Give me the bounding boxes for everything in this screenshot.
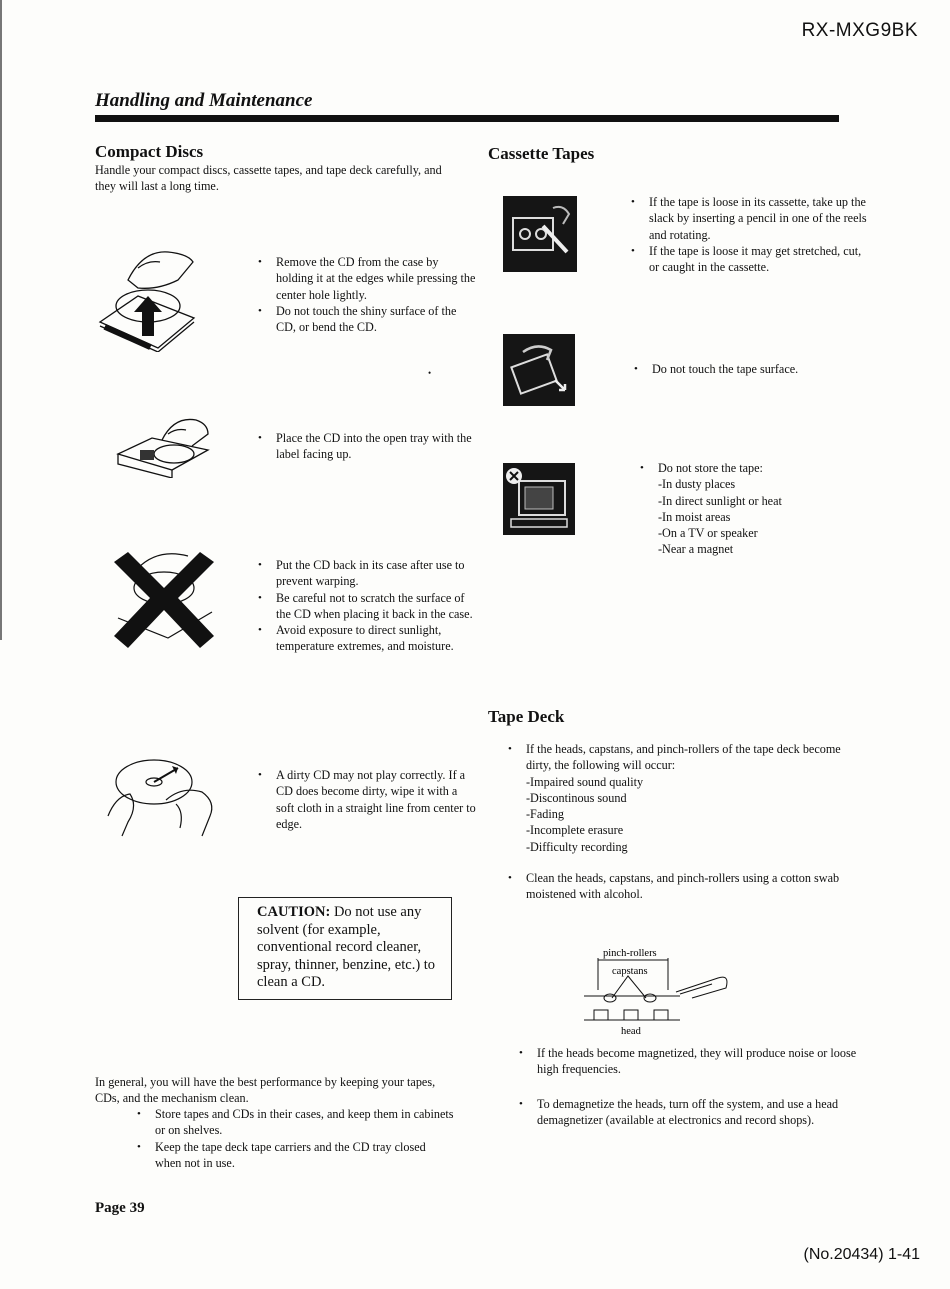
cassette-tapes-heading: Cassette Tapes bbox=[488, 144, 595, 163]
list-item: • Do not touch the tape surface. bbox=[652, 361, 852, 377]
list-item: • Put the CD back in its case after use to prevent warping. bbox=[276, 557, 476, 590]
compact-discs-intro: Handle your compact discs, cassette tapes, and tape deck carefully, and they will last a long time. bbox=[95, 163, 442, 194]
tape-deck-list-3 bbox=[519, 1045, 857, 1078]
tape-deck-list-1 bbox=[508, 741, 846, 855]
section-title: Handling and Maintenance bbox=[95, 90, 313, 111]
tape-deck-list-2 bbox=[508, 870, 846, 903]
general-intro: In general, you will have the best performance by keeping your tapes, CDs, and the mechanism clean. bbox=[95, 1075, 436, 1106]
list-item: • If the tape is loose in its cassette, take up the slack by inserting a pencil in one of the reels and rotating. bbox=[649, 194, 869, 243]
cassette-group3-list bbox=[640, 460, 858, 558]
tape-deck-list-4 bbox=[519, 1096, 857, 1129]
list-item: • Do not touch the shiny surface of the CD, or bend the CD. bbox=[276, 303, 476, 336]
scan-margin-line bbox=[0, 0, 2, 640]
storage-conditions: -In dusty places -In direct sunlight or heat -In moist areas -On a TV or speaker -Near a magnet bbox=[658, 477, 782, 557]
pinch-rollers-label: pinch-rollers bbox=[603, 948, 657, 959]
storage-warning: Do not store the tape: bbox=[658, 461, 763, 475]
list-item: • Avoid exposure to direct sunlight, temperature extremes, and moisture. bbox=[276, 622, 476, 655]
list-item: • Place the CD into the open tray with the label facing up. bbox=[276, 430, 476, 463]
cassette-pencil-image bbox=[503, 196, 577, 272]
caution-text: Do not use any solvent (for example, conventional record cleaner, spray, thinner, benzine, etc.) to clean a CD. bbox=[257, 904, 436, 990]
tape-storage-image bbox=[503, 463, 575, 535]
compact-discs-heading: Compact Discs bbox=[95, 142, 204, 161]
general-list bbox=[137, 1106, 455, 1171]
page-number: Page 39 bbox=[95, 1200, 145, 1216]
cd-tray-illustration bbox=[112, 410, 212, 478]
list-item: • Keep the tape deck tape carriers and the CD tray closed when not in use. bbox=[155, 1139, 455, 1172]
list-item: • To demagnetize the heads, turn off the system, and use a head demagnetizer (available at electronics and record shops). bbox=[537, 1096, 857, 1129]
tape-touch-image bbox=[503, 334, 575, 406]
caution-label: CAUTION: bbox=[257, 904, 331, 920]
cassette-group2-list bbox=[634, 361, 852, 377]
list-item: • Clean the heads, capstans, and pinch-rollers using a cotton swab moistened with alcohol. bbox=[526, 870, 846, 903]
cd-group4-list bbox=[258, 767, 476, 832]
list-item: • Remove the CD from the case by holding it at the edges while pressing the center hole lightly. bbox=[276, 254, 476, 303]
cassette-group1-list bbox=[631, 194, 869, 275]
document-number: (No.20434) 1-41 bbox=[803, 1246, 920, 1263]
scan-speck: • bbox=[428, 368, 432, 378]
list-item bbox=[658, 460, 858, 558]
cd-cleaning-illustration bbox=[106, 756, 218, 838]
title-rule bbox=[95, 115, 839, 122]
dirty-heads-effects: -Impaired sound quality -Discontinous sound -Fading -Incomplete erasure -Difficulty recording bbox=[526, 774, 644, 854]
list-item bbox=[526, 741, 846, 855]
list-item: • Be careful not to scratch the surface of the CD when placing it back in the case. bbox=[276, 590, 476, 623]
tape-deck-heading: Tape Deck bbox=[488, 707, 565, 726]
tape-deck-head-diagram bbox=[580, 940, 730, 1040]
model-number: RX-MXG9BK bbox=[801, 20, 918, 41]
cd-group1-list bbox=[258, 254, 476, 335]
cd-group3-list bbox=[258, 557, 476, 655]
cd-wrong-handling-illustration bbox=[108, 548, 220, 652]
cd-group2-list bbox=[258, 430, 476, 463]
dirty-heads-text: If the heads, capstans, and pinch-rollers of the tape deck become dirty, the following will occur: bbox=[526, 742, 841, 773]
list-item: • If the heads become magnetized, they will produce noise or loose high frequencies. bbox=[537, 1045, 857, 1078]
head-label: head bbox=[621, 1026, 641, 1037]
list-item: • If the tape is loose it may get stretched, cut, or caught in the cassette. bbox=[649, 243, 869, 276]
caution-box bbox=[238, 897, 452, 1000]
list-item: • Store tapes and CDs in their cases, and keep them in cabinets or on shelves. bbox=[155, 1106, 455, 1139]
capstans-label: capstans bbox=[612, 966, 648, 977]
list-item: • A dirty CD may not play correctly. If a CD does become dirty, wipe it with a soft cloth in a straight line from center to edge. bbox=[276, 767, 476, 832]
cd-removal-illustration bbox=[98, 240, 198, 352]
